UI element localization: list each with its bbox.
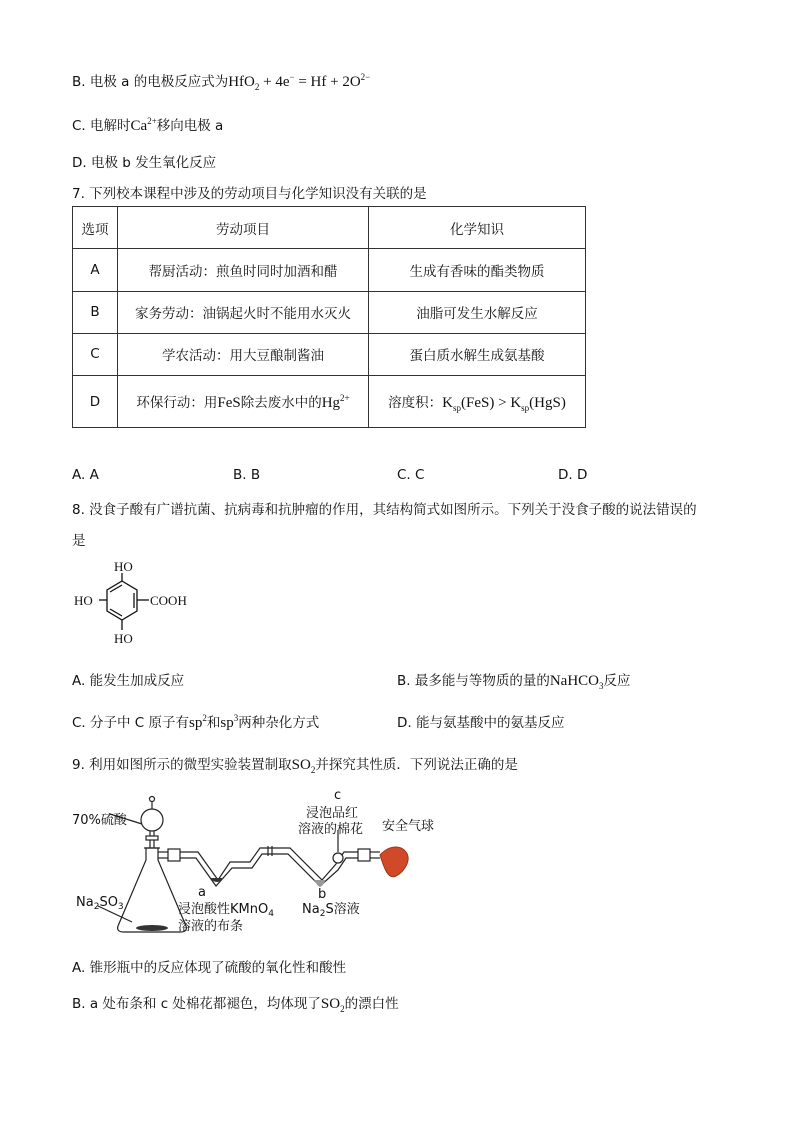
- oh-top-label: HO: [114, 560, 133, 574]
- q6-option-d: D. 电极 b 发生氧化反应: [72, 155, 217, 171]
- header-cell: 选项: [73, 207, 118, 249]
- c-label: c: [334, 788, 342, 803]
- q8-option-a: A. 能发生加成反应: [72, 673, 185, 689]
- q7-choice-a: A. A: [72, 467, 99, 483]
- table-cell: 生成有香味的酯类物质: [369, 249, 586, 291]
- table-row: [73, 249, 586, 291]
- benzene-ring: [107, 581, 137, 620]
- q7-choice-d: D. D: [558, 467, 588, 483]
- kmno4-label-2: 溶液的布条: [178, 919, 244, 934]
- na2so3-solid: [136, 925, 168, 931]
- q7-choice-c: C. C: [397, 467, 425, 483]
- gallic-acid-structure: [70, 560, 220, 650]
- kmno4-label-1: 浸泡酸性KMnO$_4$: [178, 902, 274, 919]
- q6-option-c: C. 电解时$Ca^{2+}$移向电极 a: [72, 116, 224, 134]
- q7-stem: 7. 下列校本课程中涉及的劳动项目与化学知识没有关联的是: [72, 186, 427, 202]
- cooh-label: COOH: [150, 593, 187, 608]
- table-cell: 帮厨活动：煎鱼时同时加酒和醋: [118, 249, 369, 291]
- table-row: [73, 291, 586, 333]
- table-row: [73, 333, 586, 375]
- table-cell: 蛋白质水解生成氨基酸: [369, 333, 586, 375]
- oh-bottom-label: HO: [114, 631, 133, 646]
- q8-option-c: C. 分子中 C 原子有$sp^2$和$sp^3$两种杂化方式: [72, 713, 320, 731]
- q9-option-b: B. a 处布条和 c 处棉花都褪色，均体现了$SO_2$的漂白性: [72, 996, 399, 1014]
- table-cell: 溶度积：$K_{sp}(FeS) > K_{sp}(HgS)$: [369, 376, 586, 428]
- safety-balloon: [380, 847, 408, 877]
- table-cell: 学农活动：用大豆酿制酱油: [118, 333, 369, 375]
- q8-option-b: B. 最多能与等物质的量的NaHCO$_3$反应: [397, 673, 631, 691]
- q9-stem: 9. 利用如图所示的微型实验装置制取$SO_2$并探究其性质．下列说法正确的是: [72, 757, 518, 775]
- a-label: a: [198, 885, 206, 900]
- separatory-funnel: [141, 809, 163, 831]
- cotton-label-2: 溶液的棉花: [298, 822, 364, 837]
- experiment-apparatus-diagram: [70, 786, 470, 946]
- q9-option-a: A. 锥形瓶中的反应体现了硫酸的氧化性和酸性: [72, 960, 347, 976]
- table-cell: A: [73, 249, 118, 291]
- q7-table: [72, 206, 586, 428]
- table-cell: 环保行动：用FeS除去废水中的$Hg^{2+}$: [118, 376, 369, 428]
- table-cell: 油脂可发生水解反应: [369, 291, 586, 333]
- q7-choice-b: B. B: [233, 467, 261, 483]
- table-cell: D: [73, 376, 118, 428]
- header-cell: 化学知识: [369, 207, 586, 249]
- header-cell: 劳动项目: [118, 207, 369, 249]
- q8-stem-line2: 是: [72, 533, 86, 549]
- table-cell: 家务劳动：油锅起火时不能用水灭火: [118, 291, 369, 333]
- q8-stem-line1: 8. 没食子酸有广谱抗菌、抗病毒和抗肿瘤的作用，其结构简式如图所示。下列关于没食子酸的说法错误的: [72, 502, 697, 518]
- table-header-row: [73, 207, 586, 249]
- table-cell: C: [73, 333, 118, 375]
- b-label: b: [318, 887, 327, 902]
- na2s-label: $Na_2S$溶液: [302, 902, 360, 919]
- q6-option-b: B. 电极 a 的电极反应式为$HfO_2 + 4e^- = Hf + 2O^{2-}$: [72, 72, 371, 92]
- table-row: [73, 376, 586, 428]
- balloon-label: 安全气球: [382, 819, 435, 834]
- cotton-label-1: 浸泡品红: [306, 806, 359, 821]
- oh-left-label: HO: [74, 593, 93, 608]
- na2so3-label: $Na_2SO_3$: [76, 895, 124, 912]
- table-cell: B: [73, 291, 118, 333]
- acid-label: 70%硫酸: [72, 813, 127, 828]
- q8-option-d: D. 能与氨基酸中的氨基反应: [397, 715, 565, 731]
- cotton-ball: [333, 853, 343, 863]
